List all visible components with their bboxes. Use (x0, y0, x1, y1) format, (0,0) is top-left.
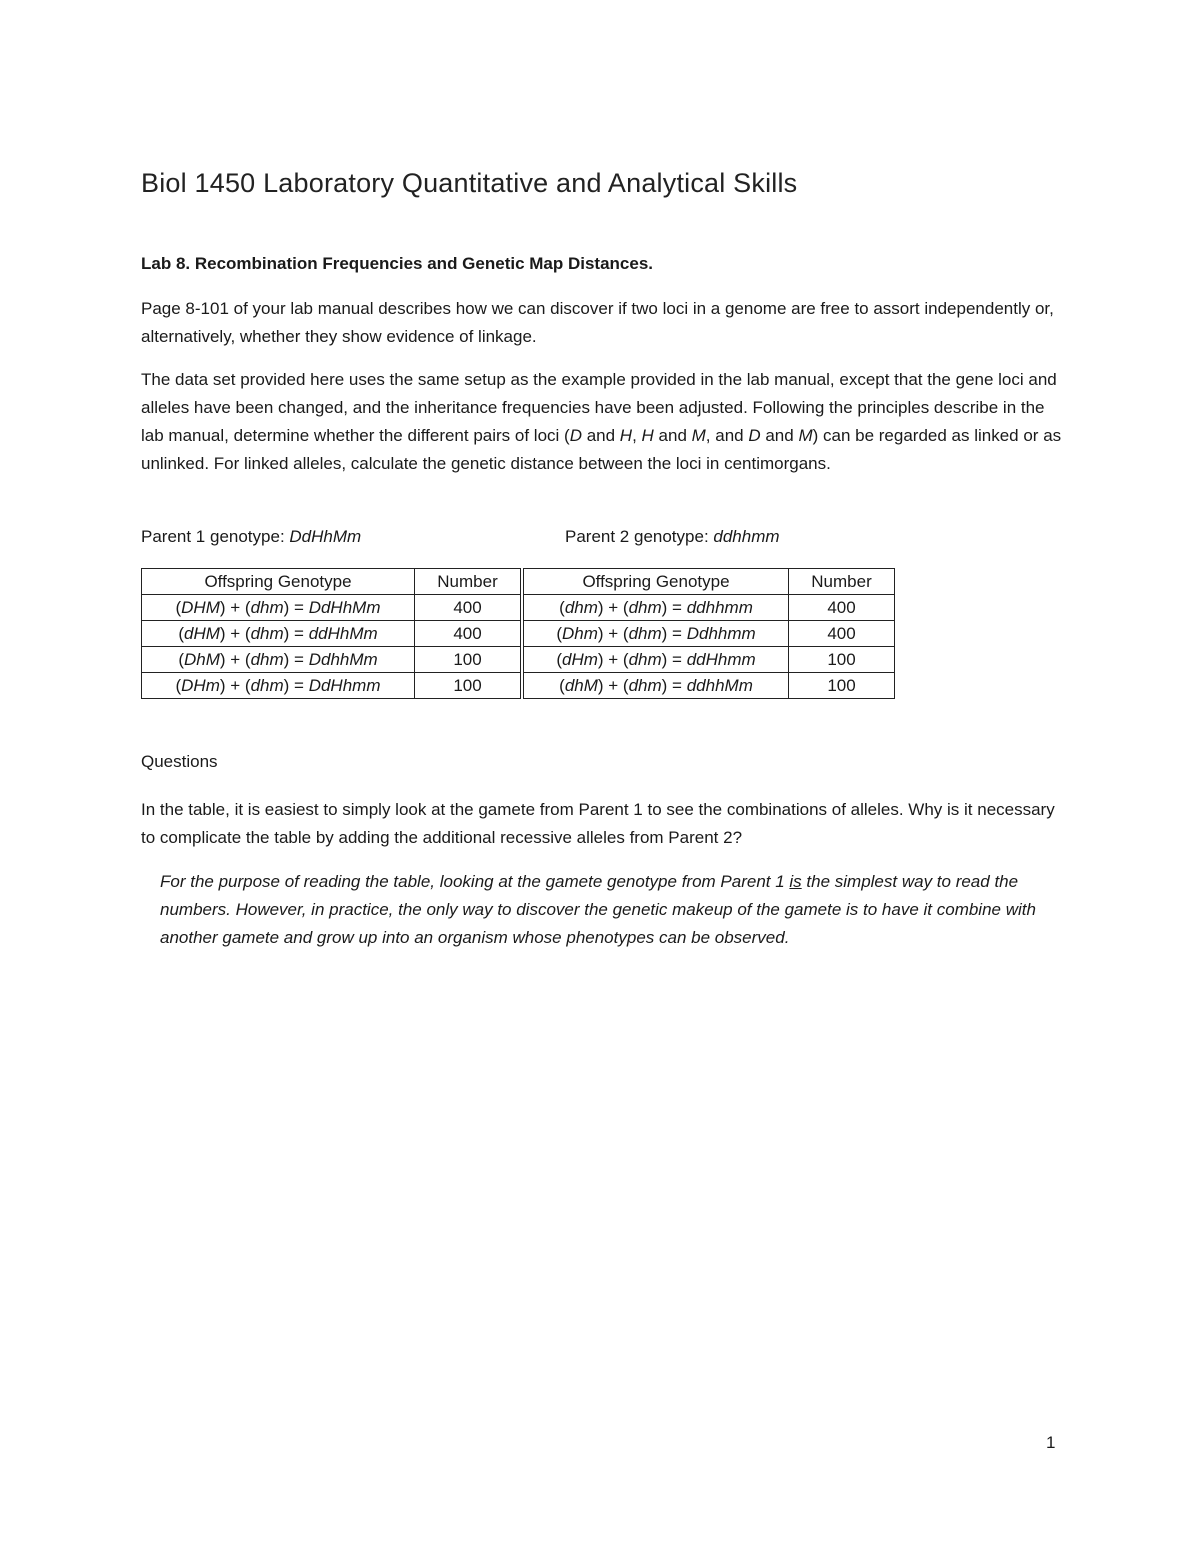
genotype-text: Ddhhmm (686, 623, 756, 643)
genotype-text: dhm (250, 675, 284, 695)
genotype-text: DdHhMm (308, 597, 381, 617)
table-row (142, 647, 895, 673)
parent2-label: Parent 2 genotype: (565, 527, 714, 546)
offspring-number-cell: 100 (415, 647, 523, 673)
answer-1 (160, 868, 1060, 952)
genotype-text: dhm (628, 649, 662, 669)
para2-and: and (760, 426, 799, 445)
table-header-row (142, 569, 895, 595)
column-header: Number (415, 569, 523, 595)
genotype-text: ddhhmm (686, 597, 753, 617)
intro-paragraph: Page 8-101 of your lab manual describes how we can discover if two loci in a genome are free to assort independently or, alternatively, whether they show evidence of linkage. (141, 299, 1054, 346)
locus-m: M (691, 426, 706, 445)
genotype-text: dhm (628, 597, 662, 617)
locus-h: H (641, 426, 654, 445)
answer-text-1: For the purpose of reading the table, looking at the gamete genotype from Parent 1 (160, 872, 790, 891)
table-row (142, 673, 895, 699)
genotype-text: dhm (250, 597, 284, 617)
genotype-text: DHm (181, 675, 220, 695)
genotype-text: dHm (561, 649, 598, 669)
para2-and: and (653, 426, 692, 445)
genotype-text: dhm (564, 597, 598, 617)
genotype-text: Dhm (561, 623, 598, 643)
para2-comma: , (632, 426, 642, 445)
offspring-genotype-cell: (DhM) + (dhm) = DdhhMm (142, 647, 415, 673)
page-number: 1 (1046, 1433, 1056, 1452)
genotype-text: dHM (183, 623, 220, 643)
answer-underlined-word: is (789, 872, 802, 891)
genotype-text: dhM (564, 675, 598, 695)
questions-heading: Questions (141, 752, 218, 771)
column-header: Number (789, 569, 895, 595)
table-row (142, 595, 895, 621)
table-row (142, 621, 895, 647)
offspring-number-cell: 100 (789, 673, 895, 699)
offspring-number-cell: 400 (415, 595, 523, 621)
genotype-text: dhm (628, 675, 662, 695)
genotype-text: dhm (250, 623, 284, 643)
para2-text-1: The data set provided here uses the same setup as the example provided in the lab manual, except that the gene loci and alleles have been changed, and the inheritance frequencies have been adjusted. Following the principles describe in the lab manual, determine whether the different pairs of loci ( (141, 370, 1057, 445)
offspring-genotype-table (141, 568, 895, 699)
offspring-genotype-cell: (dhM) + (dhm) = ddhhMm (522, 673, 789, 699)
parent1-value: DdHhMm (289, 527, 362, 546)
offspring-genotype-cell: (dHm) + (dhm) = ddHhmm (522, 647, 789, 673)
genotype-text: dhm (250, 649, 284, 669)
column-header: Offspring Genotype (142, 569, 415, 595)
offspring-number-cell: 100 (415, 673, 523, 699)
document-title: Biol 1450 Laboratory Quantitative and Analytical Skills (141, 168, 798, 198)
genotype-text: ddHhMm (308, 623, 378, 643)
locus-d: D (748, 426, 761, 445)
genotype-text: DdHhmm (308, 675, 381, 695)
instructions-paragraph (141, 366, 1066, 478)
offspring-number-cell: 400 (789, 595, 895, 621)
offspring-genotype-cell: (Dhm) + (dhm) = Ddhhmm (522, 621, 789, 647)
offspring-genotype-cell: (dhm) + (dhm) = ddhhmm (522, 595, 789, 621)
offspring-number-cell: 400 (789, 621, 895, 647)
offspring-number-cell: 400 (415, 621, 523, 647)
question-1: In the table, it is easiest to simply look at the gamete from Parent 1 to see the combinations of alleles. Why is it necessary to complicate the table by adding the additional recessive alleles from Parent 2? (141, 800, 1055, 847)
genotype-text: ddhhMm (686, 675, 753, 695)
locus-h: H (619, 426, 633, 445)
parent2-value: ddhhmm (713, 527, 780, 546)
locus-d: D (569, 426, 582, 445)
offspring-genotype-cell: (DHM) + (dhm) = DdHhMm (142, 595, 415, 621)
column-header: Offspring Genotype (522, 569, 789, 595)
offspring-genotype-cell: (DHm) + (dhm) = DdHhmm (142, 673, 415, 699)
genotype-text: DHM (181, 597, 220, 617)
parent2-genotype (565, 527, 780, 547)
genotype-text: DhM (183, 649, 220, 669)
offspring-genotype-cell: (dHM) + (dhm) = ddHhMm (142, 621, 415, 647)
para2-text-2: ) can be regarded as linked or as unlinked. For linked alleles, calculate the genetic distance between the loci in centimorgans. (141, 426, 1062, 473)
genotype-text: DdhhMm (308, 649, 378, 669)
para2-and: , and (705, 426, 749, 445)
genotype-text: ddHhmm (686, 649, 756, 669)
para2-and: and (581, 426, 620, 445)
lab-heading: Lab 8. Recombination Frequencies and Genetic Map Distances. (141, 254, 654, 273)
answer-text-2: the simplest way to read the numbers. However, in practice, the only way to discover the genetic makeup of the gamete is to have it combine with another gamete and grow up into an organism whose phenotypes can be observed. (160, 872, 1036, 947)
locus-m: M (798, 426, 813, 445)
parent1-genotype (141, 527, 361, 547)
offspring-number-cell: 100 (789, 647, 895, 673)
parent1-label: Parent 1 genotype: (141, 527, 290, 546)
genotype-text: dhm (628, 623, 662, 643)
